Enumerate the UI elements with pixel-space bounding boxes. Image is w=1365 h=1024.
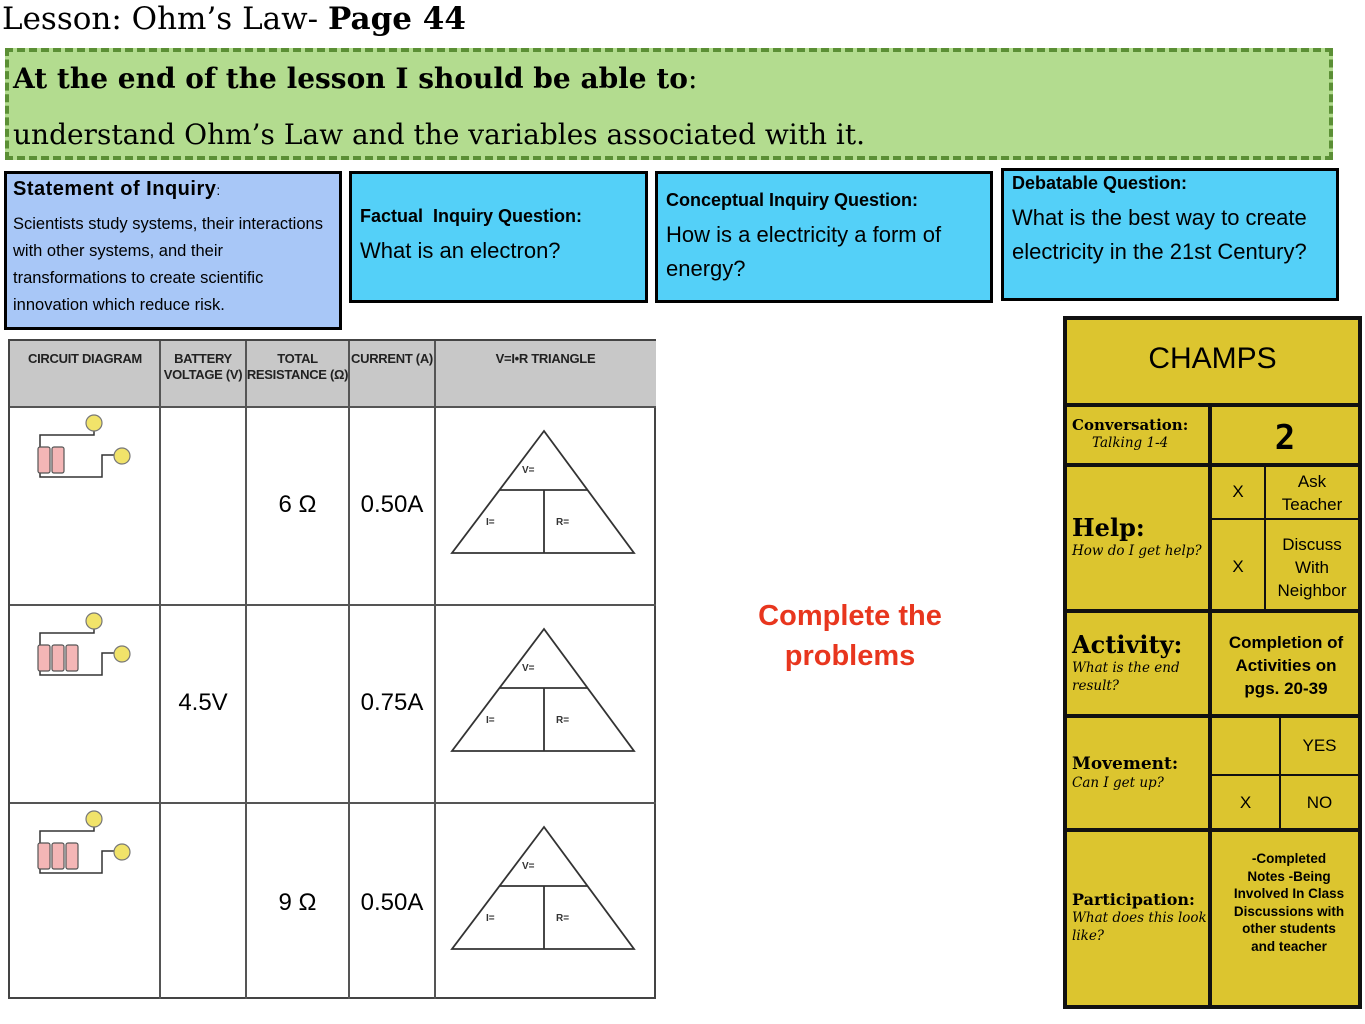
triangle-label: R=	[556, 517, 570, 528]
triangle-label: R=	[556, 913, 570, 924]
triangle-label: I=	[486, 913, 495, 924]
factual-heading: Factual Inquiry Question:	[360, 206, 583, 226]
factual-question: What is an electron?	[360, 238, 561, 263]
learning-objective-box: At the end of the lesson I should be able to: understand Ohm’s Law and the variables associated with it.	[5, 48, 1333, 160]
participation-label: Participation:	[1072, 890, 1195, 909]
battery-cell-icon	[52, 843, 64, 869]
movement-sub: Can I get up?	[1072, 775, 1164, 791]
activity-sub: What is the end result?	[1072, 660, 1180, 694]
row2-current: 0.75A	[360, 689, 424, 716]
factual-question-box	[349, 171, 648, 303]
header-vir-triangle: V=I•R TRIANGLE	[435, 341, 656, 407]
page-title: Lesson: Ohm’s Law- Page 44	[2, 1, 466, 37]
help-mark-2: X	[1232, 557, 1244, 576]
light-bulb-icon	[114, 844, 130, 860]
help-option-1: Ask Teacher	[1281, 472, 1343, 514]
header-battery-voltage: BATTERY VOLTAGE (V)	[160, 341, 246, 407]
battery-cell-icon	[66, 843, 78, 869]
header-current: CURRENT (A)	[349, 341, 435, 407]
header-total-resistance: TOTAL RESISTANCE (Ω)	[246, 341, 349, 407]
battery-cell-icon	[38, 447, 50, 473]
row1-current: 0.50A	[360, 491, 424, 518]
help-label: Help:	[1072, 513, 1145, 542]
row1-resistance: 6 Ω	[278, 491, 317, 518]
battery-cell-icon	[66, 645, 78, 671]
movement-label: Movement:	[1072, 754, 1179, 774]
objective-heading: At the end of the lesson I should be able to	[13, 62, 688, 95]
triangle-label: V=	[522, 663, 535, 674]
participation-value: -Completed Notes -Being Involved In Class Discussions with other students and teacher	[1233, 851, 1345, 954]
vir-triangle-1	[452, 431, 634, 553]
triangle-label: I=	[486, 715, 495, 726]
ohms-law-worksheet-table	[8, 339, 656, 999]
movement-option-no: NO	[1306, 793, 1333, 812]
help-option-2: Discuss With Neighbor	[1277, 535, 1347, 600]
champs-chart	[1063, 316, 1362, 1009]
movement-option-yes: YES	[1302, 736, 1337, 755]
light-bulb-icon	[114, 646, 130, 662]
row3-resistance: 9 Ω	[278, 889, 317, 916]
complete-problems-instruction: Complete the problems	[758, 600, 942, 672]
help-sub: How do I get help?	[1072, 543, 1202, 559]
row3-current: 0.50A	[360, 889, 424, 916]
battery-cell-icon	[52, 447, 64, 473]
battery-cell-icon	[38, 843, 50, 869]
movement-mark-no: X	[1239, 793, 1252, 812]
conversation-sub: Talking 1-4	[1092, 435, 1169, 451]
circuit-diagram-2	[38, 613, 130, 675]
soi-text: Scientists study systems, their interactions with other systems, and their transformations to create scientific innovation which reduce risk.	[13, 215, 323, 314]
activity-label: Activity:	[1072, 630, 1183, 659]
vir-triangle-3	[452, 827, 634, 949]
conversation-value: 2	[1274, 418, 1296, 458]
objective-text: understand Ohm’s Law and the variables associated with it.	[13, 118, 866, 151]
activity-value: Completion of Activities on pgs. 20-39	[1228, 633, 1344, 698]
conversation-label: Conversation:	[1072, 416, 1189, 434]
help-mark-1: X	[1232, 482, 1244, 501]
light-bulb-icon	[86, 415, 102, 431]
triangle-label: V=	[522, 465, 535, 476]
battery-cell-icon	[38, 645, 50, 671]
triangle-label: I=	[486, 517, 495, 528]
triangle-label: R=	[556, 715, 570, 726]
statement-of-inquiry-box: Statement of Inquiry: Scientists study systems, their interactions with other systems, and their transformations to create scientific innovation which reduce risk.	[4, 171, 342, 330]
soi-heading: Statement of Inquiry	[13, 178, 217, 200]
debatable-heading: Debatable Question:	[1012, 173, 1188, 193]
circuit-diagram-1	[38, 415, 130, 477]
participation-sub: What does this look like?	[1072, 910, 1207, 944]
vir-triangle-2	[452, 629, 634, 751]
light-bulb-icon	[86, 613, 102, 629]
battery-cell-icon	[52, 645, 64, 671]
triangle-label: V=	[522, 861, 535, 872]
debatable-question: What is the best way to create electricity in the 21st Century?	[1012, 205, 1307, 264]
conceptual-question: How is a electricity a form of energy?	[666, 222, 942, 281]
light-bulb-icon	[114, 448, 130, 464]
row2-voltage: 4.5V	[178, 689, 228, 716]
champs-title: CHAMPS	[1148, 342, 1277, 375]
header-circuit-diagram: CIRCUIT DIAGRAM	[10, 341, 160, 407]
circuit-diagram-3	[38, 811, 130, 873]
debatable-question-box	[1001, 168, 1339, 301]
conceptual-heading: Conceptual Inquiry Question:	[666, 190, 919, 210]
light-bulb-icon	[86, 811, 102, 827]
conceptual-question-box	[655, 171, 993, 303]
